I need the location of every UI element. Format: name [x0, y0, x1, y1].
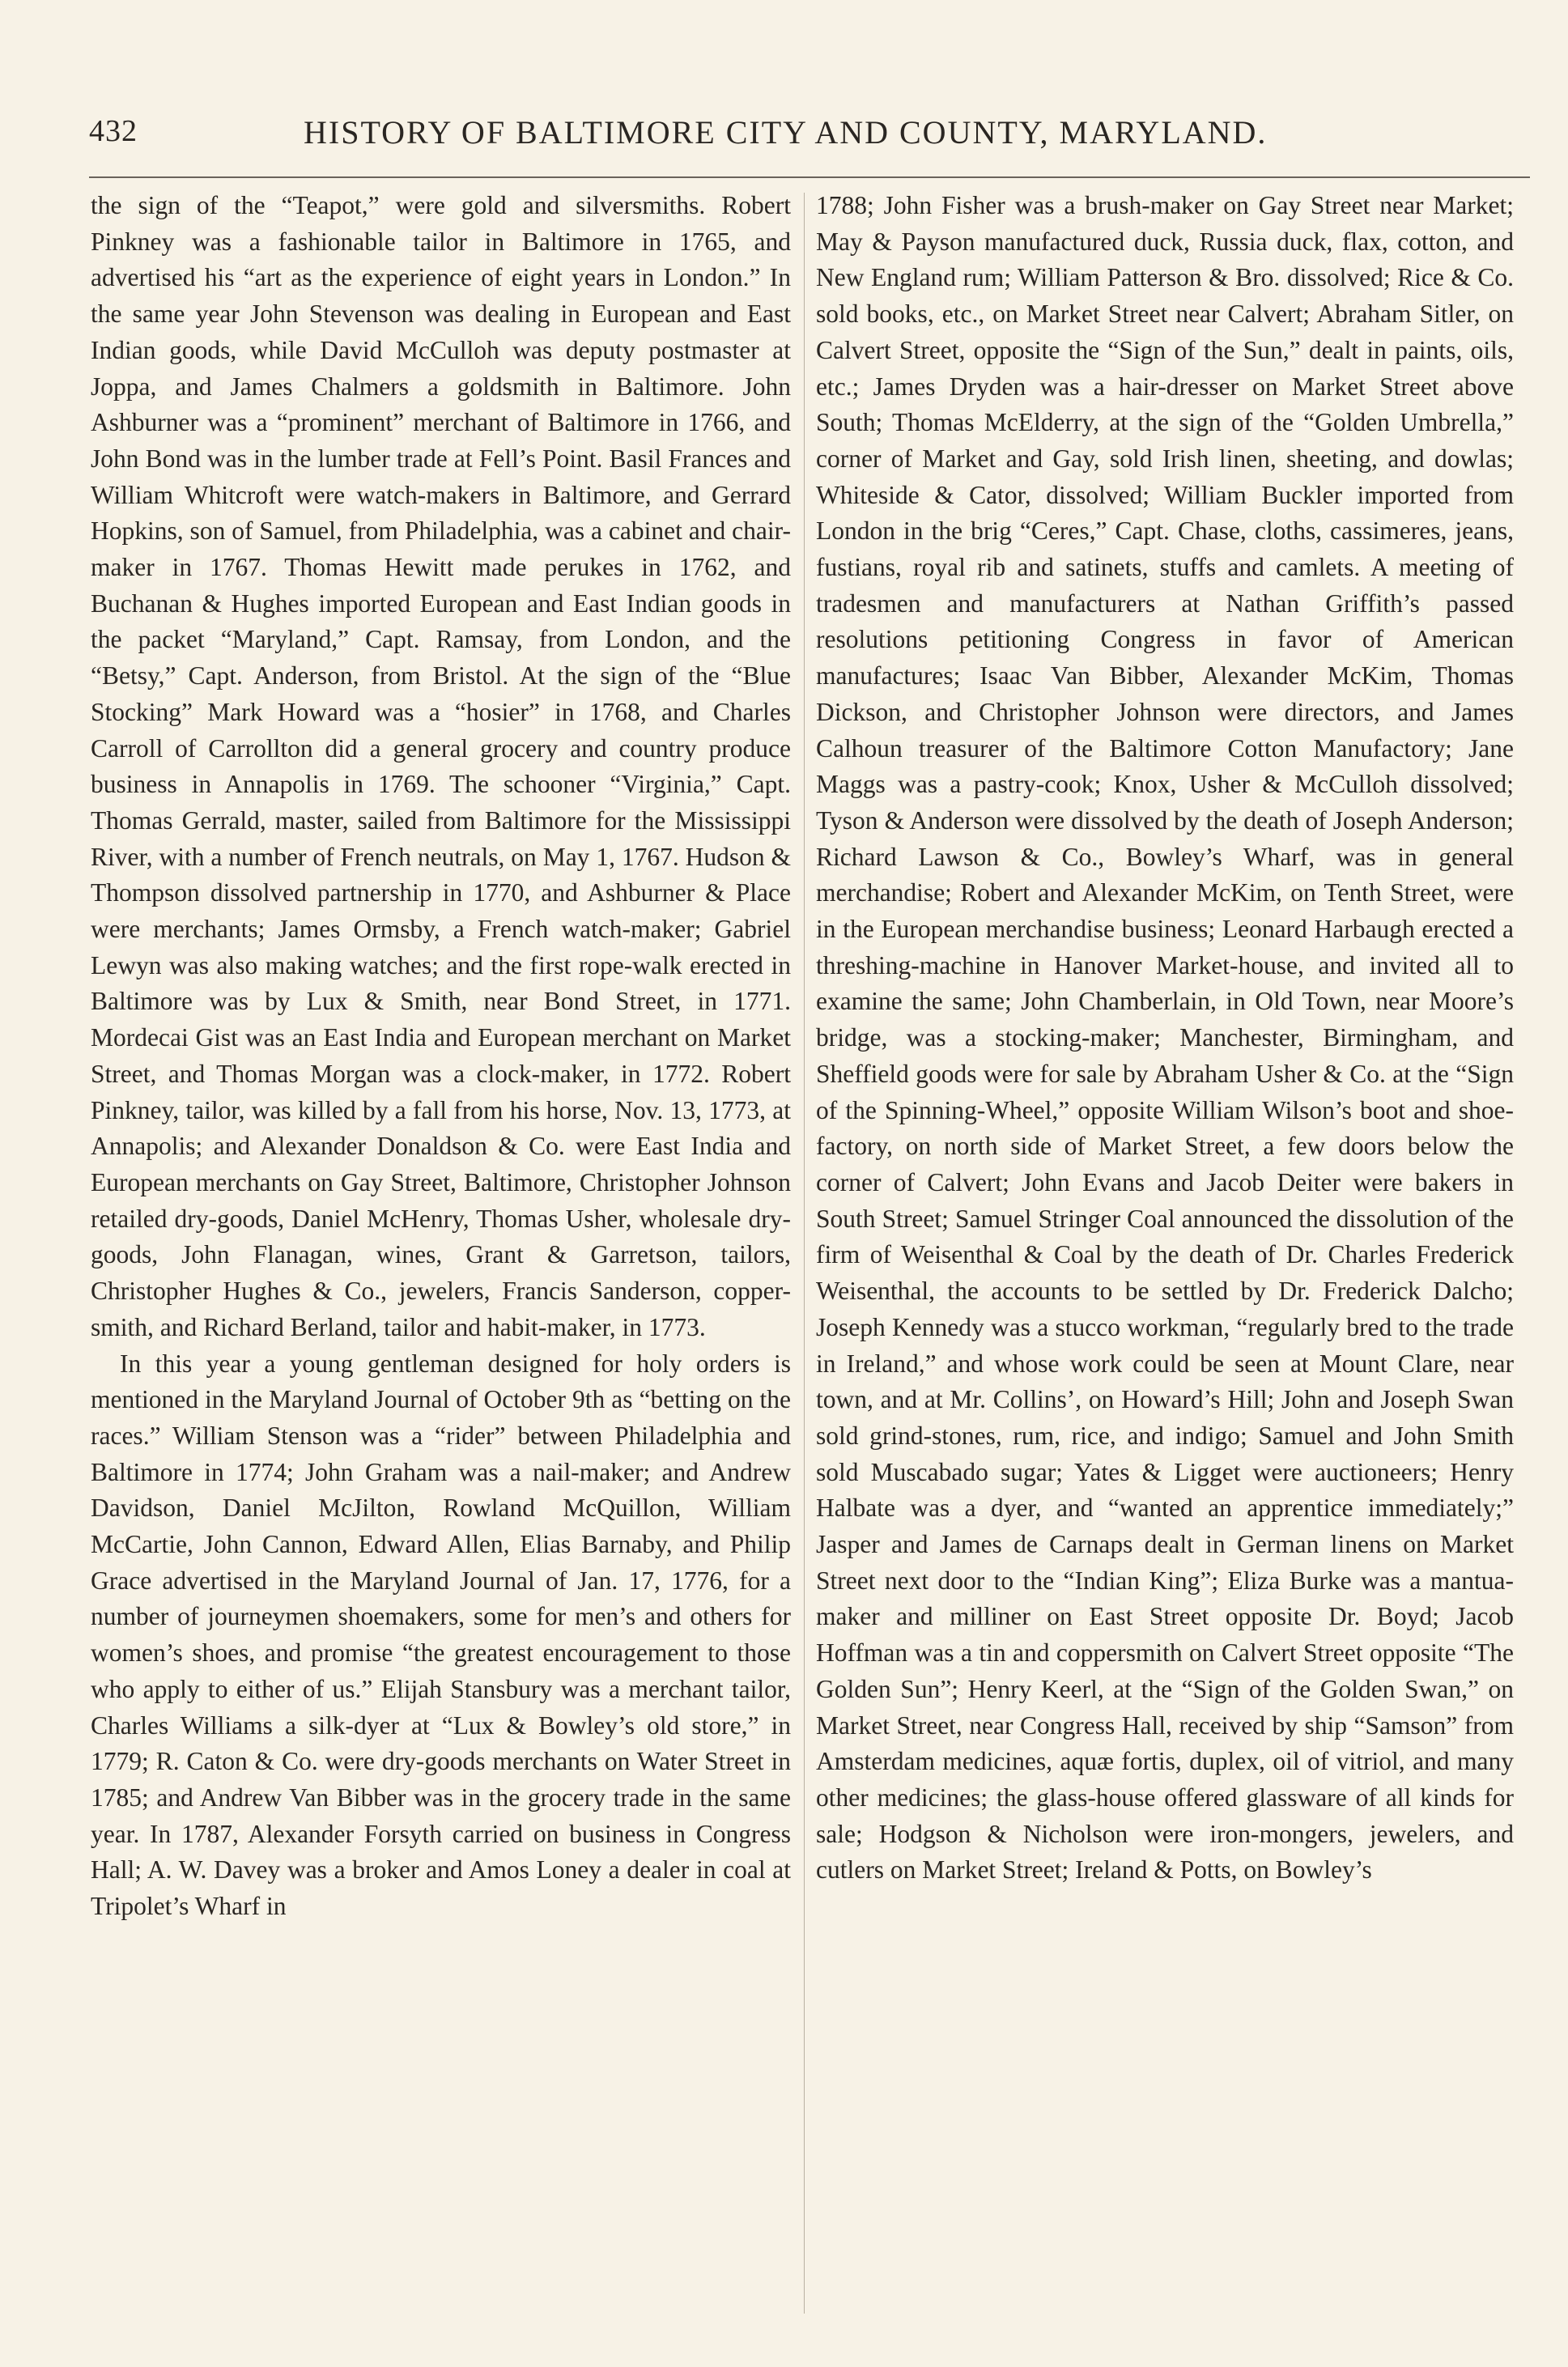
left-paragraph-2: In this year a young gentleman designed for holy orders is mentioned in the Maryland Journal of October 9th as “betting on the races.” William Stenson was a “rider” between Philadelphia and Baltimore in 1774; John Graham was a nail-maker; and Andrew Davidson, Daniel McJilton, Rowland McQuillon, William McCartie, John Cannon, Edward Allen, Elias Barnaby, and Philip Grace advertised in the Maryland Journal of Jan. 17, 1776, for a number of journeymen shoemakers, some for men’s and others for women’s shoes, and promise “the greatest encouragement to those who apply to either of us.” Elijah Stansbury was a merchant tailor, Charles Williams a silk-dyer at “Lux & Bowley’s old store,” in 1779; R. Caton & Co. were dry-goods merchants on Water Street in 1785; and Andrew Van Bibber was in the grocery trade in the same year. In 1787, Alexander Forsyth carried on business in Congress Hall; A. W. Davey was a broker and Amos Loney a dealer in coal at Tripolet’s Wharf in [91, 1349, 791, 1921]
right-column [816, 188, 1514, 1889]
column-divider [804, 193, 805, 2314]
right-paragraph-1: 1788; John Fisher was a brush-maker on Gay Street near Market; May & Payson manufactured duck, Russia duck, flax, cotton, and New England rum; William Patterson & Bro. dissolved; Rice & Co. sold books, etc., on Market Street near Calvert; Abraham Sitler, on Calvert Street, opposite the “Sign of the Sun,” dealt in paints, oils, etc.; James Dryden was a hair-dresser on Market Street above South; Thomas McElderry, at the sign of the “Golden Umbrella,” corner of Market and Gay, sold Irish linen, sheeting, and dowlas; Whiteside & Cator, dissolved; William Buckler imported from London in the brig “Ceres,” Capt. Chase, cloths, cassimeres, jeans, fustians, royal rib and satinets, stuffs and camlets. A meeting of tradesmen and manufacturers at Nathan Griffith’s passed resolutions petitioning Congress in favor of American manufactures; Isaac Van Bibber, Alexander McKim, Thomas Dickson, and Christopher Johnson were directors, and James Calhoun treasurer of the Baltimore Cotton Manufactory; Jane Maggs was a pastry-cook; Knox, Usher & McCulloh dissolved; Tyson & Anderson were dissolved by the death of Joseph Anderson; Richard Lawson & Co., Bowley’s Wharf, was in general merchandise; Robert and Alexander McKim, on Tenth Street, were in the European merchandise business; Leonard Harbaugh erected a threshing-machine in Hanover Market-house, and invited all to examine the same; John Chamberlain, in Old Town, near Moore’s bridge, was a stocking-maker; Manchester, Birmingham, and Sheffield goods were for sale by Abraham Usher & Co. at the “Sign of the Spinning-Wheel,” opposite William Wilson’s boot and shoe-factory, on north side of Market Street, a few doors below the corner of Calvert; John Evans and Jacob Deiter were bakers in South Street; Samuel Stringer Coal announced the dissolution of the firm of Weisenthal & Coal by the death of Dr. Charles Frederick Weisenthal, the accounts to be settled by Dr. Frederick Dalcho; Joseph Kennedy was a stucco workman, “regularly bred to the trade in Ireland,” and whose work could be seen at Mount Clare, near town, and at Mr. Collins’, on Howard’s Hill; John and Joseph Swan sold grind-stones, rum, rice, and indigo; Samuel and John Smith sold Muscabado sugar; Yates & Ligget were auctioneers; Henry Halbate was a dyer, and “wanted an apprentice immediately;” Jasper and James de Carnaps dealt in German linens on Market Street next door to the “Indian King”; Eliza Burke was a mantua-maker and milliner on East Street opposite Dr. Boyd; Jacob Hoffman was a tin and coppersmith on Calvert Street opposite “The Golden Sun”; Henry Keerl, at the “Sign of the Golden Swan,” on Market Street, near Congress Hall, received by ship “Samson” from Amsterdam medicines, aquæ fortis, duplex, oil of vitriol, and many other medicines; the glass-house offered glassware of all kinds for sale; Hodgson & Nicholson were iron-mongers, jewelers, and cutlers on Market Street; Ireland & Potts, on Bowley’s [816, 191, 1514, 1885]
left-paragraph-1: the sign of the “Teapot,” were gold and silversmiths. Robert Pinkney was a fashionable tailor in Baltimore in 1765, and advertised his “art as the experience of eight years in London.” In the same year John Stevenson was dealing in European and East Indian goods, while David McCulloh was deputy postmaster at Joppa, and James Chalmers a goldsmith in Baltimore. John Ashburner was a “prominent” merchant of Baltimore in 1766, and John Bond was in the lumber trade at Fell’s Point. Basil Frances and William Whitcroft were watch-makers in Baltimore, and Gerrard Hopkins, son of Samuel, from Philadelphia, was a cabinet and chair-maker in 1767. Thomas Hewitt made perukes in 1762, and Buchanan & Hughes imported European and East Indian goods in the packet “Maryland,” Capt. Ramsay, from London, and the “Betsy,” Capt. Anderson, from Bristol. At the sign of the “Blue Stocking” Mark Howard was a “hosier” in 1768, and Charles Carroll of Carrollton did a general grocery and country produce business in Annapolis in 1769. The schooner “Virginia,” Capt. Thomas Gerrald, master, sailed from Baltimore for the Mississippi River, with a number of French neutrals, on May 1, 1767. Hudson & Thompson dissolved partnership in 1770, and Ashburner & Place were merchants; James Ormsby, a French watch-maker; Gabriel Lewyn was also making watches; and the first rope-walk erected in Baltimore was by Lux & Smith, near Bond Street, in 1771. Mordecai Gist was an East India and European merchant on Market Street, and Thomas Morgan was a clock-maker, in 1772. Robert Pinkney, tailor, was killed by a fall from his horse, Nov. 13, 1773, at Annapolis; and Alexander Donaldson & Co. were East India and European merchants on Gay Street, Baltimore, Christopher Johnson retailed dry-goods, Daniel McHenry, Thomas Usher, wholesale dry-goods, John Flanagan, wines, Grant & Garretson, tailors, Christopher Hughes & Co., jewelers, Francis Sanderson, copper-smith, and Richard Berland, tailor and habit-maker, in 1773. [91, 191, 791, 1341]
page-header [89, 113, 1530, 162]
running-title: HISTORY OF BALTIMORE CITY AND COUNTY, MARYLAND. [304, 114, 1268, 151]
page-number: 432 [89, 114, 138, 148]
left-column [91, 188, 791, 1925]
header-rule [89, 176, 1530, 178]
